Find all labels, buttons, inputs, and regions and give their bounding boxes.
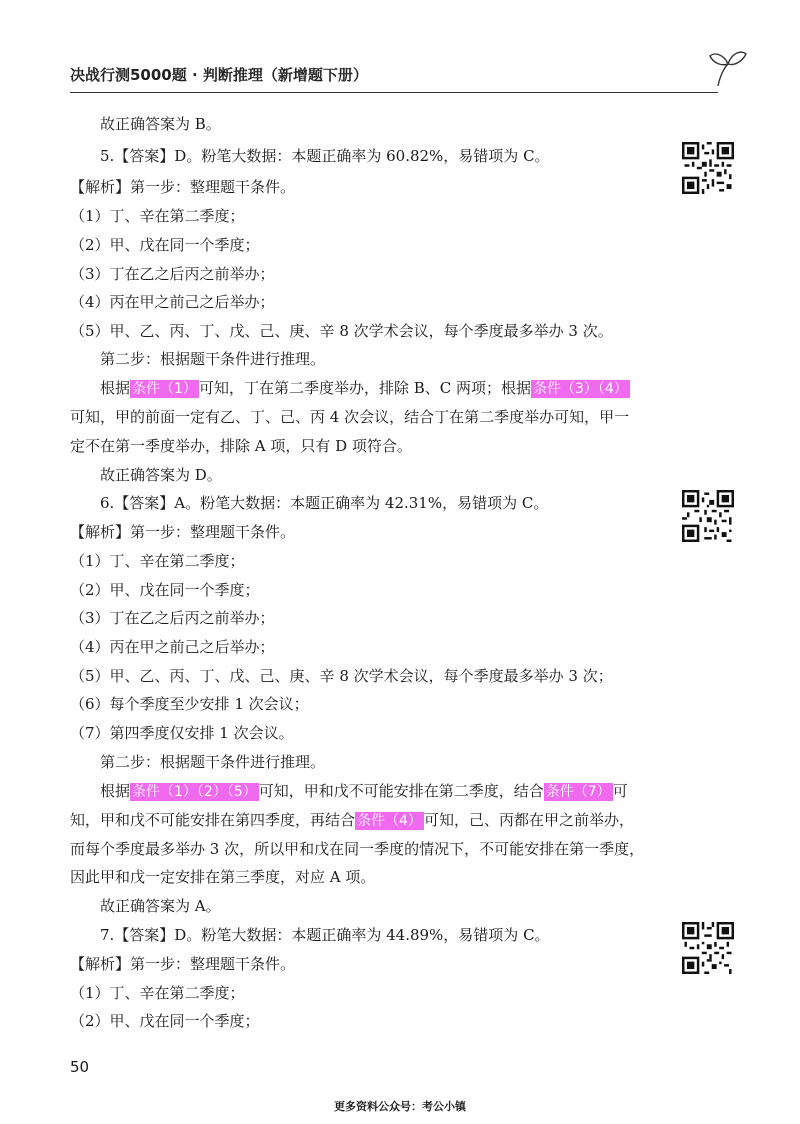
highlight-span: 条件（1） [132,381,197,397]
text-span: 可知，己、丙都在甲之前举办， [423,811,634,829]
text-span: 根据 [100,782,131,800]
page-number: 50 [70,1058,90,1076]
step-heading: 第二步：根据题干条件进行推理。 [100,753,326,771]
reasoning-line: 因此甲和戊一定安排在第三季度，对应 A 项。 [70,868,376,886]
analysis-heading: 【解析】第一步：整理题干条件。 [70,523,296,541]
condition-item: （5）甲、乙、丙、丁、戊、己、庚、辛 8 次学术会议，每个季度最多举办 3 次； [70,667,613,685]
condition-item: （2）甲、戊在同一个季度； [70,1012,260,1030]
analysis-heading: 【解析】第一步：整理题干条件。 [70,178,296,196]
conclusion-line: 故正确答案为 A。 [100,897,221,915]
sprout-icon [706,46,748,86]
reasoning-line [100,781,628,802]
highlight-span: 条件（7） [545,784,611,800]
text-span: 可知，甲和戊不可能安排在第二季度，结合 [258,782,544,800]
qr-code-icon[interactable] [682,922,734,974]
text-span: 知，甲和戊不可能安排在第四季度，再结合 [70,811,356,829]
header-rule [70,92,718,93]
condition-item: （4）丙在甲之前己之后举办； [70,638,275,656]
conclusion-line: 故正确答案为 D。 [100,466,222,484]
step-heading: 第二步：根据题干条件进行推理。 [100,350,326,368]
reasoning-line [70,810,634,831]
highlight-span: 条件（3）（4） [532,381,628,397]
condition-item: （2）甲、戊在同一个季度； [70,236,260,254]
qr-code-icon[interactable] [682,142,734,194]
reasoning-line: 而每个季度最多举办 3 次，所以甲和戊在同一季度的情况下，不可能安排在第一季度， [70,840,645,858]
qr-code-icon[interactable] [682,490,734,542]
analysis-heading: 【解析】第一步：整理题干条件。 [70,955,296,973]
highlight-span: 条件（1）（2）（5） [132,784,257,800]
text-span: 可知，丁在第二季度举办，排除 B、C 两项；根据 [198,379,531,397]
condition-item: （1）丁、辛在第二季度； [70,552,245,570]
highlight-span: 条件（4） [357,813,422,829]
text-line: 故正确答案为 B。 [100,115,221,133]
condition-item: （1）丁、辛在第二季度； [70,207,245,225]
answer-line: 7.【答案】D。粉笔大数据：本题正确率为 44.89%，易错项为 C。 [100,926,550,944]
condition-item: （2）甲、戊在同一个季度； [70,581,260,599]
condition-item: （3）丁在乙之后丙之前举办； [70,609,275,627]
condition-item: （7）第四季度仅安排 1 次会议。 [70,724,294,742]
reasoning-line: 定不在第一季度举办，排除 A 项，只有 D 项符合。 [70,437,412,455]
text-span: 根据 [100,379,131,397]
reasoning-line: 可知，甲的前面一定有乙、丁、己、丙 4 次会议，结合丁在第二季度举办可知，甲一 [70,408,630,426]
condition-item: （5）甲、乙、丙、丁、戊、己、庚、辛 8 次学术会议，每个季度最多举办 3 次。 [70,322,613,340]
footer-note: 更多资料公众号：考公小镇 [334,1100,466,1113]
condition-item: （6）每个季度至少安排 1 次会议； [70,695,309,713]
answer-line: 6.【答案】A。粉笔大数据：本题正确率为 42.31%，易错项为 C。 [100,494,549,512]
answer-line: 5.【答案】D。粉笔大数据：本题正确率为 60.82%，易错项为 C。 [100,147,550,165]
reasoning-line [100,378,630,399]
text-span: 可 [612,782,628,800]
condition-item: （1）丁、辛在第二季度； [70,984,245,1002]
condition-item: （4）丙在甲之前己之后举办； [70,293,275,311]
condition-item: （3）丁在乙之后丙之前举办； [70,265,275,283]
header-title: 决战行测5000题 · 判断推理（新增题下册） [70,66,368,84]
